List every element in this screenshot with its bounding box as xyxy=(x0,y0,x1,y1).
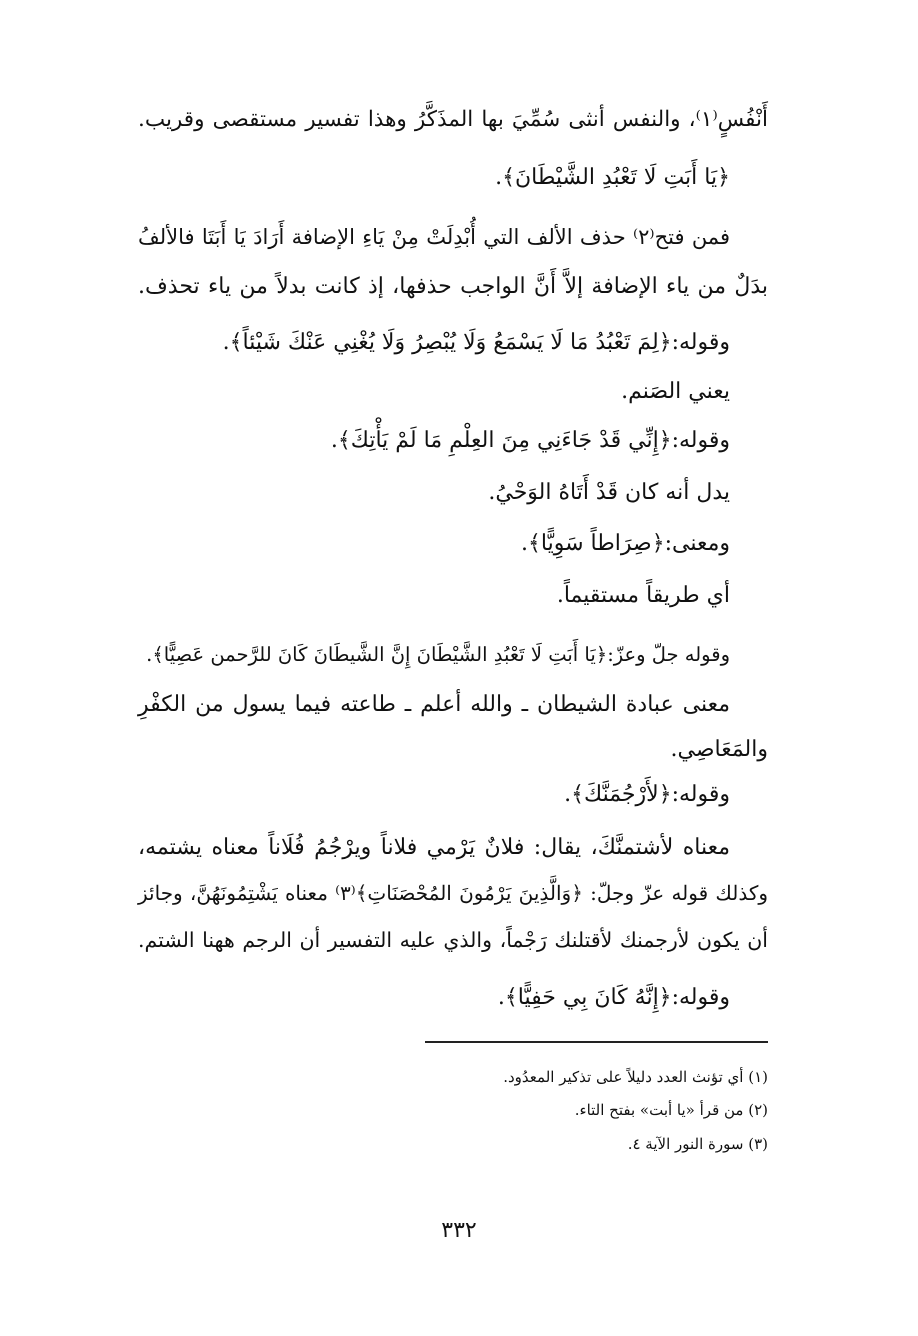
footnote-separator xyxy=(425,1041,768,1043)
footnote: (٢) من قرأ «يا أبت» بفتح التاء. xyxy=(574,1101,768,1119)
text-line: أن يكون لأرجمنك لأقتلنك رَجْماً، والذي عليه التفسير أن الرجم ههنا الشتم. xyxy=(138,928,768,952)
quran-verse-line: ﴿يَا أَبَتِ لَا تَعْبُدِ الشَّيْطَانَ﴾. xyxy=(495,165,730,190)
text-line: فمن فتح⁽٢⁾ حذف الألف التي أُبْدِلَتْ مِنْ يَاءِ الإضافة أَرَادَ يَا أَبَتَا فالألفُ xyxy=(138,225,730,249)
footnote: (٣) سورة النور الآية ٤. xyxy=(627,1135,768,1153)
text-line: بدَلٌ من ياء الإضافة إلاَّ أَنَّ الواجب حذفها، إذ كانت بدلاً من ياء تحذف. xyxy=(138,274,768,299)
text-line: وقوله:﴿لأَرْجُمَنَّكَ﴾. xyxy=(564,782,730,807)
page-number: ٣٣٢ xyxy=(441,1218,477,1243)
text-line: أَنْفُسٍ⁽١⁾، والنفس أنثى سُمِّيَ بها المذَكَّرُ وهذا تفسير مستقصى وقريب. xyxy=(138,107,768,132)
text-line: والمَعَاصِي. xyxy=(670,737,768,762)
text-line: وقوله:﴿إِنِّي قَدْ جَاءَنِي مِنَ العِلْمِ مَا لَمْ يَأْتِكَ﴾. xyxy=(330,428,730,453)
footnote: (١) أي تؤنث العدد دليلاً على تذكير المعدُود. xyxy=(503,1068,768,1086)
text-line: وقوله جلّ وعزّ:﴿يَا أَبَتِ لَا تَعْبُدِ الشَّيْطَانَ إِنَّ الشَّيطَانَ كَانَ للرَّحمن عَصِيًّا﴾. xyxy=(146,643,730,666)
text-line: يدل أنه كان قَدْ أَتَاهُ الوَحْيُ. xyxy=(488,480,730,505)
text-line: وقوله:﴿لِمَ تَعْبُدُ مَا لَا يَسْمَعُ وَلَا يُبْصِرُ وَلَا يُغْنِي عَنْكَ شَيْئاً﴾. xyxy=(222,330,730,355)
text-line: معناه لأشتمنَّكَ، يقال: فلانٌ يَرْمي فلاناً ويرْجُمُ فُلَاناً معناه يشتمه، xyxy=(138,835,730,860)
text-line: ومعنى:﴿صِرَاطاً سَوِيًّا﴾. xyxy=(521,531,730,556)
text-line: وقوله:﴿إِنَّهُ كَانَ بِي حَفِيًّا﴾. xyxy=(497,985,730,1010)
text-line: يعني الصَنم. xyxy=(621,379,730,404)
text-line: وكذلك قوله عزّ وجلّ: ﴿وَالَّذِينَ يَرْمُونَ المُحْصَنَاتِ﴾⁽٣⁾ معناه يَشْتِمُونَهُنَّ، وجائز xyxy=(138,881,768,905)
text-line: معنى عبادة الشيطان ـ والله أعلم ـ طاعته فيما يسول من الكفْرِ xyxy=(138,692,730,717)
text-line: أي طريقاً مستقيماً. xyxy=(556,583,730,608)
